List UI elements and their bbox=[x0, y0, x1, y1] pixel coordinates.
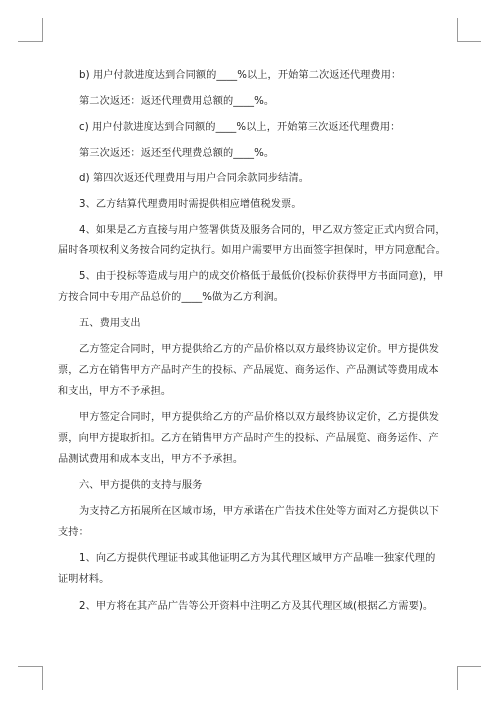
crop-mark-top-left-h bbox=[18, 41, 42, 42]
crop-mark-top-right-v bbox=[457, 18, 458, 42]
text-line: 第三次返还：返还至代理费总额的____%。 bbox=[79, 148, 275, 159]
text-line: 乙方签定合同时，甲方提供给乙方的产品价格以双方最终协议定价。甲方提供发 bbox=[79, 344, 440, 355]
text-line: 方按合同中专用产品总价的____%做为乙方利润。 bbox=[58, 292, 285, 303]
text-line: 届时各项权利义务按合同约定执行。如用户需要甲方出面签字担保时，甲方同意配合。 bbox=[58, 245, 446, 256]
text-line: b) 用户付款进度达到合同额的____%以上，开始第二次返还代理费用： bbox=[79, 70, 402, 81]
text-line: 甲方签定合同时，甲方提供给乙方的产品价格以双方最终协议定价，乙方提供发 bbox=[79, 412, 440, 423]
text-line: 品测试费用和成本支出，甲方不予承担。 bbox=[58, 454, 244, 465]
text-line: d) 第四次返还代理费用与用户合同余款同步结清。 bbox=[79, 173, 310, 184]
text-line: 5、由于投标等造成与用户的成交价格低于最低价(投标价获得甲方书面同意)，甲 bbox=[79, 271, 444, 282]
text-line: 4、如果是乙方直接与用户签署供货及服务合同的，甲乙双方签定正式内贸合同， bbox=[79, 225, 446, 236]
text-line: 票，向甲方提取折扣。乙方在销售甲方产品时产生的投标、产品展览、商务运作、产 bbox=[58, 433, 439, 444]
crop-mark-bottom-left-h bbox=[18, 666, 42, 667]
text-line: 和支出，甲方不予承担。 bbox=[58, 386, 172, 397]
crop-mark-top-right-h bbox=[457, 41, 481, 42]
text-line: c) 用户付款进度达到合同额的____%以上，开始第三次返还代理费用： bbox=[79, 122, 401, 133]
text-line: 为支持乙方拓展所在区域市场，甲方承诺在广告技术住处等方面对乙方提供以下 bbox=[79, 506, 440, 517]
text-line: 票，乙方在销售甲方产品时产生的投标、产品展览、商务运作、产品测试等费用成本 bbox=[58, 365, 439, 376]
text-line: 1、向乙方提供代理证书或其他证明乙方为其代理区域甲方产品唯一独家代理的 bbox=[79, 553, 436, 564]
text-line: 第二次返还：返还代理费用总额的____%。 bbox=[79, 96, 275, 107]
crop-mark-bottom-right-v bbox=[457, 666, 458, 690]
crop-mark-top-left-v bbox=[42, 18, 43, 42]
section-heading: 五、费用支出 bbox=[79, 318, 141, 329]
crop-mark-bottom-left-v bbox=[42, 666, 43, 690]
text-line: 支持： bbox=[58, 527, 89, 538]
text-line: 证明材料。 bbox=[58, 574, 110, 585]
text-line: 3、乙方结算代理费用时需提供相应增值税发票。 bbox=[79, 199, 302, 210]
crop-mark-bottom-right-h bbox=[457, 666, 481, 667]
text-line: 2、甲方将在其产品广告等公开资料中注明乙方及其代理区域(根据乙方需要)。 bbox=[79, 601, 434, 612]
section-heading: 六、甲方提供的支持与服务 bbox=[79, 480, 203, 491]
